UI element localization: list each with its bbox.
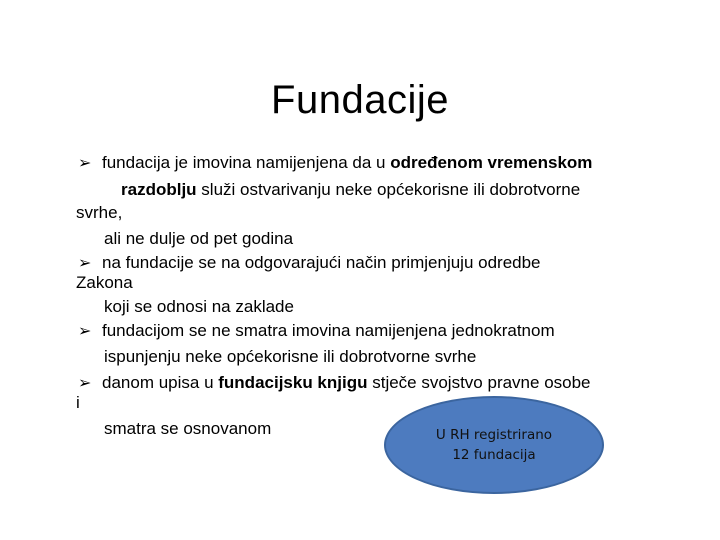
bullet-3-line-1: fundacijom se ne smatra imovina namijenjena jednokratnom xyxy=(102,321,555,340)
arrow-bullet-icon: ➢ xyxy=(78,153,92,172)
bullet-4-line-1 xyxy=(102,372,591,394)
bullet-4-line-3: smatra se osnovanom xyxy=(104,419,272,438)
bullet-1-line-1 xyxy=(102,152,592,174)
bullet-text: danom upisa u xyxy=(102,373,219,392)
bullet-3-line-2: ispunjenju neke općekorisne ili dobrotvorne svrhe xyxy=(104,347,477,366)
bullet-4-line-2: i xyxy=(76,393,80,412)
bullet-2-line-2: Zakona xyxy=(76,273,133,292)
bullet-1-line-2 xyxy=(121,179,580,201)
callout-oval xyxy=(384,396,604,494)
callout-line-2: 12 fundacija xyxy=(452,447,536,463)
arrow-bullet-icon: ➢ xyxy=(78,373,92,392)
slide-title: Fundacije xyxy=(271,78,449,122)
bullet-text-bold: određenom vremenskom xyxy=(390,153,593,172)
bullet-text: služi ostvarivanju neke općekorisne ili dobrotvorne xyxy=(196,180,581,199)
bullet-text: stječe svojstvo pravne osobe xyxy=(367,373,591,392)
arrow-bullet-icon: ➢ xyxy=(78,321,92,340)
bullet-2-line-1: na fundacije se na odgovarajući način primjenjuju odredbe xyxy=(102,253,541,272)
bullet-2-line-3: koji se odnosi na zaklade xyxy=(104,297,294,316)
bullet-text-bold: razdoblju xyxy=(121,180,197,199)
bullet-1-line-3: svrhe, xyxy=(76,203,123,222)
callout-line-1: U RH registrirano xyxy=(435,427,553,443)
bullet-1-line-4: ali ne dulje od pet godina xyxy=(104,229,294,248)
bullet-text-bold: fundacijsku knjigu xyxy=(218,373,368,392)
arrow-bullet-icon: ➢ xyxy=(78,253,92,272)
bullet-text: fundacija je imovina namijenjena da u xyxy=(102,153,391,172)
